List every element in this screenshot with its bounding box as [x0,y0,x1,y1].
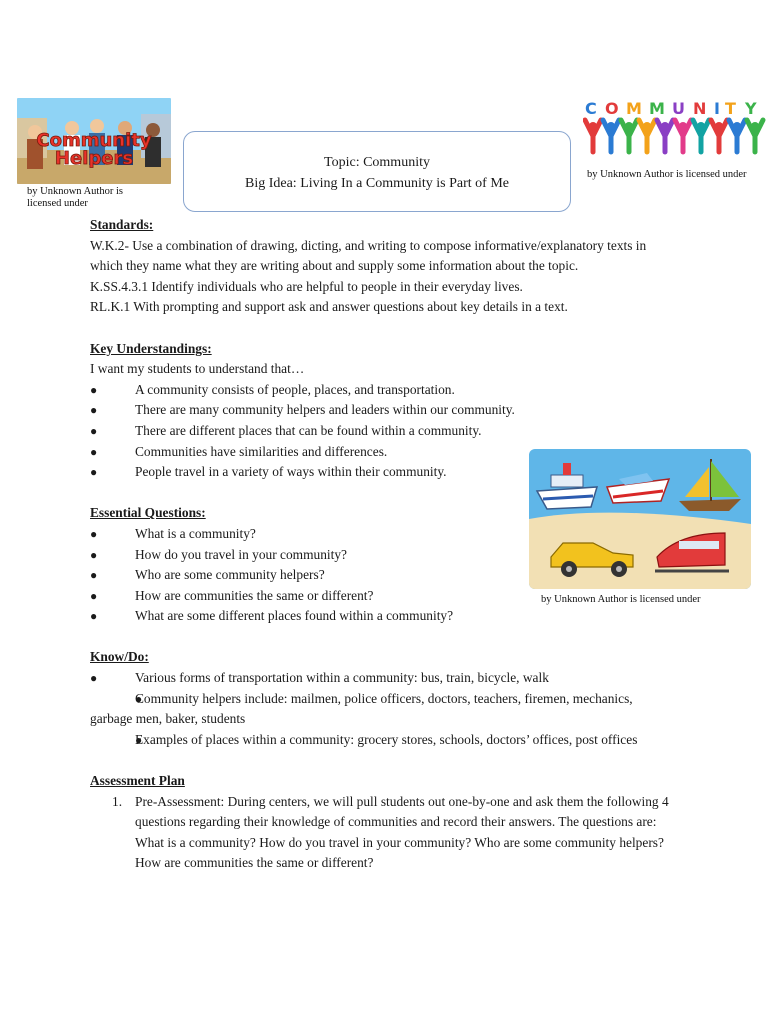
svg-text:C: C [585,99,597,118]
list-item: ● How do you travel in your community? [90,545,680,566]
community-logo-image [583,98,766,158]
list-item: ● What is a community? [90,524,680,545]
list-item: ● Communities have similarities and differences. [90,442,680,463]
list-item [90,792,670,874]
topic-title: Topic: Community [324,154,430,170]
right-image-caption: by Unknown Author is licensed under [587,169,747,180]
list-item [90,730,660,751]
know-do-item-text: Various forms of transportation within a community: bus, train, bicycle, walk [135,670,549,686]
svg-text:M: M [649,99,665,118]
list-item: ● There are different places that can be found within a community. [90,421,680,442]
transport-image-caption: by Unknown Author is licensed under [541,594,701,605]
list-item: ● Who are some community helpers? [90,565,680,586]
list-item [90,689,660,730]
assessment-item-text: Pre-Assessment: During centers, we will pull students out one-by-one and ask them the following 4 questions regarding their knowledge of communities and record their answers. The questions are: What is a community? How do you travel in your community? Who are some community helpers? How are communities the same or different? [135,793,669,871]
list-number: 1. [112,793,123,809]
standards-heading: Standards: [90,217,154,232]
list-item: ● There are many community helpers and leaders within our community. [90,400,680,421]
know-do-item-text: Examples of places within a community: grocery stores, schools, doctors’ offices, post offices [135,731,638,747]
svg-text:Y: Y [745,99,757,118]
know-do-heading: Know/Do: [90,649,149,665]
big-idea: Big Idea: Living In a Community is Part of Me [244,175,510,191]
list-item: ● What are some different places found within a community? [90,606,680,627]
know-do-item-text: Community helpers include: mailmen, police officers, doctors, teachers, firemen, mechanics, garbage men, baker, students [90,690,633,727]
svg-text:O: O [605,99,619,118]
standard-kss431: K.SS.4.3.1 Identify individuals who are helpful to people in their everyday lives. [90,278,523,294]
svg-text:M: M [626,99,642,118]
key-understandings-list [90,380,680,483]
helpers-title-line2: Helpers [54,148,134,169]
standard-wk2: W.K.2- Use a combination of drawing, dicting, and writing to compose informative/explanatory texts in which they name what they are writing about and supply some information about the topic. [90,237,647,274]
svg-text:U: U [672,99,685,118]
key-understandings-intro: I want my students to understand that… [90,361,305,377]
essential-questions-heading: Essential Questions: [90,505,206,521]
essential-questions-list [90,524,680,627]
list-item: ● A community consists of people, places, and transportation. [90,380,680,401]
key-understandings-heading: Key Understandings: [90,340,212,356]
topic-box [183,131,571,212]
svg-text:N: N [693,99,707,118]
assessment-list [90,792,680,874]
list-item: ● People travel in a variety of ways within their community. [90,462,680,483]
left-image-caption: by Unknown Author is licensed under [27,186,123,209]
svg-text:T: T [725,99,736,118]
lesson-content [90,215,680,874]
svg-text:I: I [714,99,720,118]
standard-rlk1: RL.K.1 With prompting and support ask and answer questions about key details in a text. [90,299,568,315]
assessment-plan-heading: Assessment Plan [90,773,185,789]
helpers-title-line1: Community [36,130,152,151]
list-item: ● How are communities the same or different? [90,586,680,607]
community-helpers-image [17,98,171,184]
list-item [90,668,660,689]
know-do-list [90,668,660,750]
